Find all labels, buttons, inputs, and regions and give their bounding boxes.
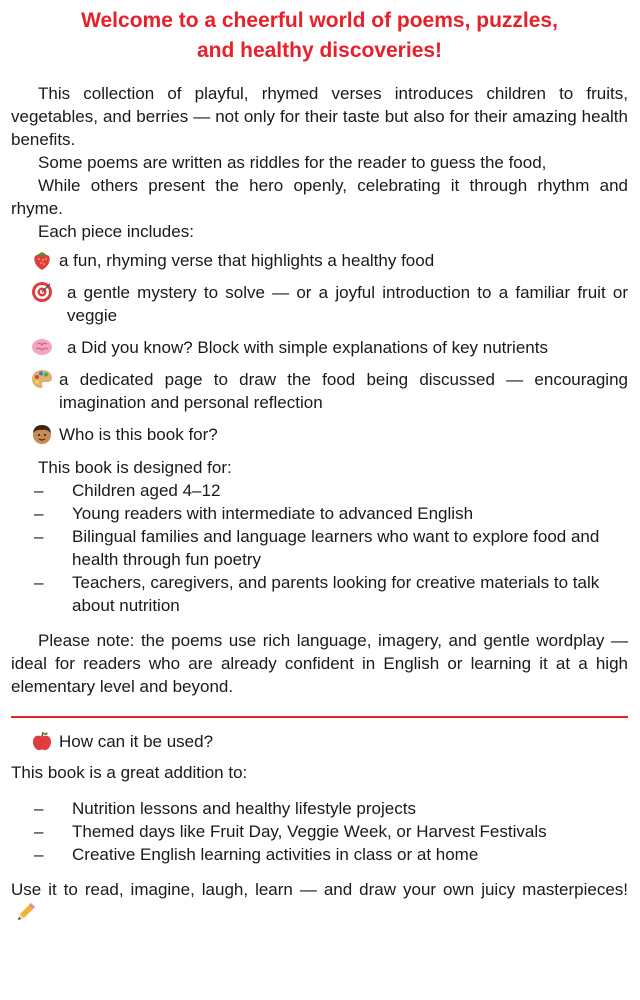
- note-paragraph: Please note: the poems use rich language, imagery, and gentle wordplay — ideal for readers who are already confident in English or learning it at a high elementary level and beyond.: [11, 631, 628, 696]
- usage-list: [11, 797, 628, 866]
- intro-paragraph-2: Some poems are written as riddles for the reader to guess the food,: [38, 153, 547, 172]
- title-line-2: and healthy discoveries!: [196, 39, 443, 62]
- list-item: – Young readers with intermediate to advanced English: [34, 504, 474, 523]
- feature-text: a fun, rhyming verse that highlights a healthy food: [59, 251, 435, 270]
- closing-text: Use it to read, imagine, laugh, learn — and draw your own juicy masterpieces!: [11, 880, 628, 899]
- intro-paragraph-1: This collection of playful, rhymed verses introduces children to fruits, vegetables, and berries — not only for their taste but also for their amazing health benefits.: [11, 84, 628, 149]
- apple-icon: [31, 730, 53, 752]
- page-title: [11, 6, 628, 66]
- designed-for-line: This book is designed for:: [38, 458, 232, 477]
- feature-item: [11, 249, 628, 272]
- list-item: – Creative English learning activities in class or at home: [34, 845, 479, 864]
- list-item: – Bilingual families and language learners who want to explore food and health through fun poetry: [34, 527, 600, 569]
- child-face-icon: [31, 423, 53, 445]
- feature-item: [11, 281, 628, 327]
- feature-text: a gentle mystery to solve — or a joyful introduction to a familiar fruit or veggie: [67, 283, 628, 325]
- target-icon: [31, 281, 53, 303]
- feature-item: [11, 336, 628, 359]
- brain-icon: [31, 336, 53, 358]
- palette-icon: [31, 368, 53, 390]
- intro-paragraph-3: While others present the hero openly, celebrating it through rhythm and rhyme.: [11, 176, 628, 218]
- strawberry-icon: [31, 249, 53, 271]
- addition-line: This book is a great addition to:: [11, 763, 248, 782]
- audience-heading-row: [11, 423, 628, 446]
- usage-heading-row: [11, 730, 628, 753]
- pencil-icon: [15, 901, 37, 923]
- list-item: – Children aged 4–12: [34, 481, 221, 500]
- feature-text: a Did you know? Block with simple explanations of key nutrients: [67, 338, 548, 357]
- list-item: – Nutrition lessons and healthy lifestyle projects: [34, 799, 416, 818]
- closing-paragraph: [11, 878, 628, 925]
- includes-heading: Each piece includes:: [38, 222, 194, 241]
- audience-list: [11, 479, 628, 617]
- list-item: – Themed days like Fruit Day, Veggie Week, or Harvest Festivals: [34, 822, 547, 841]
- title-line-1: Welcome to a cheerful world of poems, puzzles,: [81, 9, 558, 32]
- audience-heading: Who is this book for?: [59, 425, 218, 444]
- usage-heading: How can it be used?: [59, 732, 214, 751]
- list-item: – Teachers, caregivers, and parents looking for creative materials to talk about nutrition: [34, 573, 600, 615]
- feature-item: [11, 368, 628, 414]
- feature-text: a dedicated page to draw the food being discussed — encouraging imagination and personal reflection: [59, 370, 628, 412]
- section-divider: [11, 716, 628, 718]
